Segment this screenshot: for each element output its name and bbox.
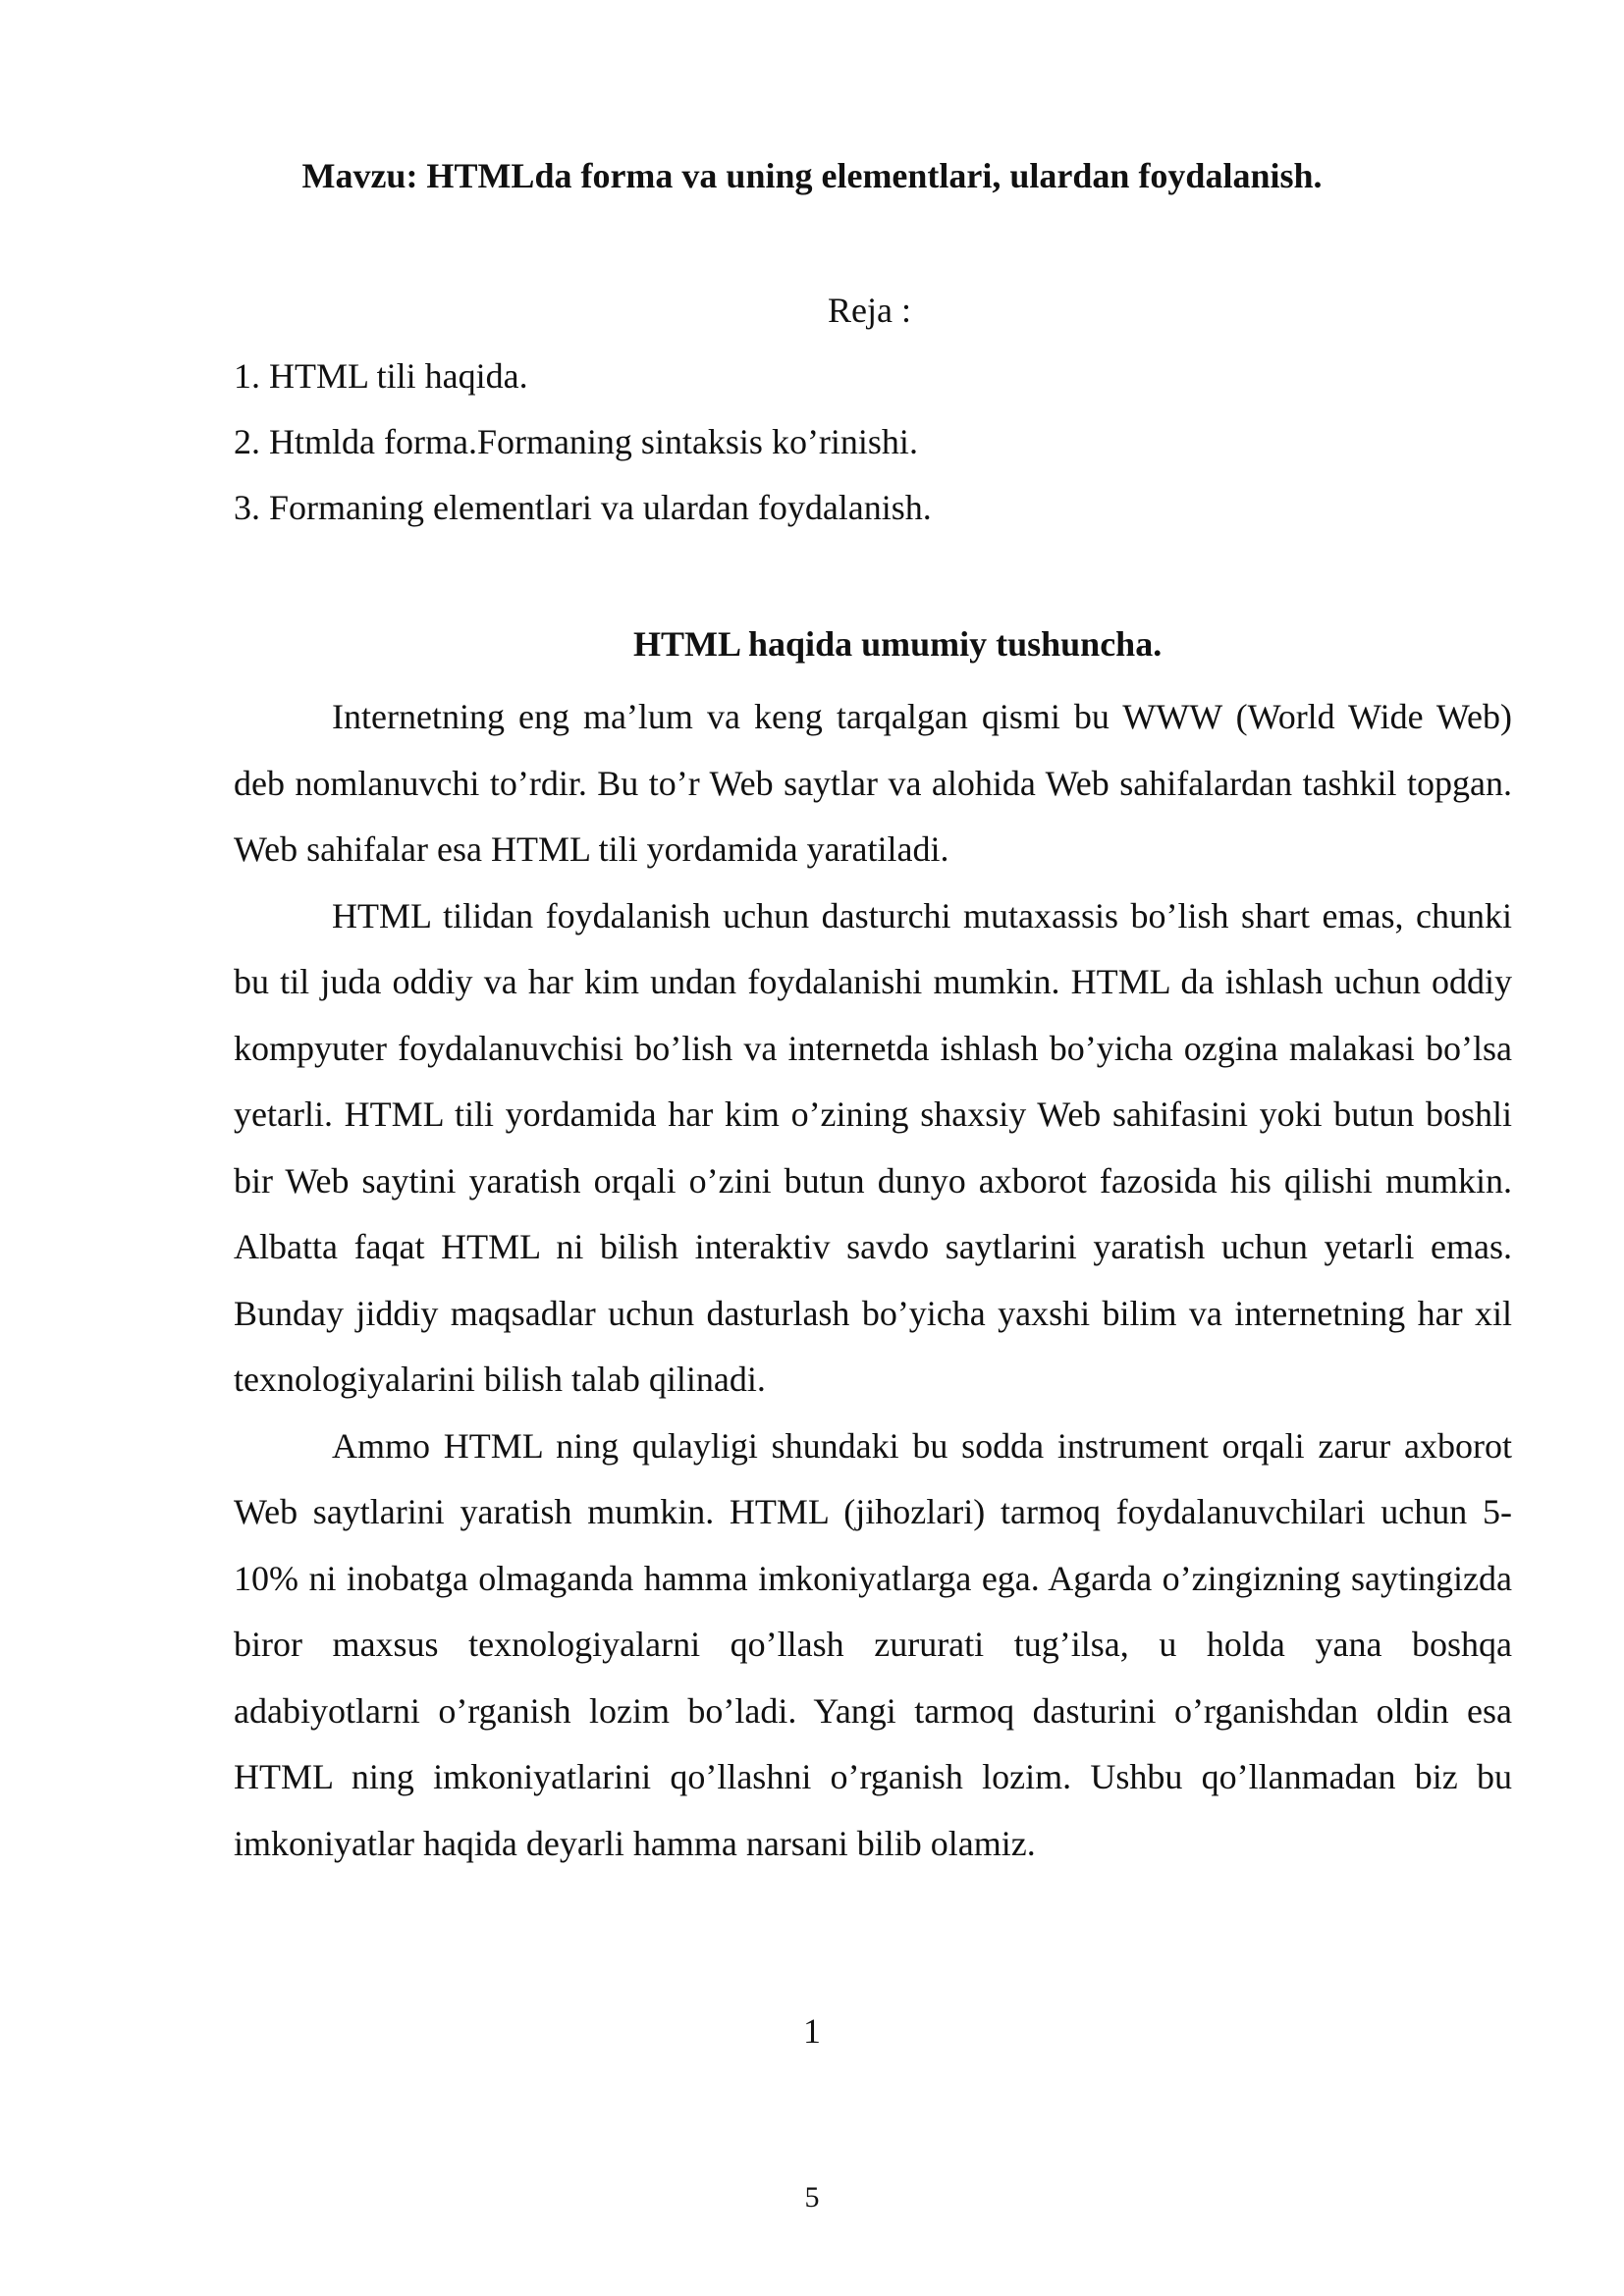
paragraph: HTML tilidan foydalanish uchun dasturchi mutaxassis bo’lish shart emas, chunki bu til juda oddiy va har kim undan foydalanishi mumkin. HTML da ishlash uchun oddiy kompyuter foydalanuvchisi bo’lish va internetda ishlash bo’yicha ozgina malakasi bo’lsa yetarli. HTML tili yordamida har kim o’zining shaxsiy Web sahifasini yoki butun boshli bir Web saytini yaratish orqali o’zini butun dunyo axborot fazosida his qilishi mumkin. Albatta faqat HTML ni bilish interaktiv savdo saytlarini yaratish uchun yetarli emas. Bunday jiddiy maqsadlar uchun dasturlash bo’yicha yaxshi bilim va internetning har xil texnologiyalarini bilish talab qilinadi. xyxy=(234,895,1512,1399)
plan-heading: Reja : xyxy=(828,291,911,330)
paragraph: Ammo HTML ning qulayligi shundaki bu sodda instrument orqali zarur axborot Web saytlarini yaratish mumkin. HTML (jihozlari) tarmoq foydalanuvchilari uchun 5-10% ni inobatga olmaganda hamma imkoniyatlarga ega. Agarda o’zingizning saytingizda biror maxsus texnologiyalarni qo’llash zururati tug’ilsa, u holda yana boshqa adabiyotlarni o’rganish lozim bo’ladi. Yangi tarmoq dasturini o’rganishdan oldin esa HTML ning imkoniyatlarini qo’llashni o’rganish lozim. Ushbu qo’llanmadan biz bu imkoniyatlar haqida deyarli hamma narsani bilib olamiz. xyxy=(234,1425,1512,1863)
document-title: Mavzu: HTMLda forma va uning elementlari, ulardan foydalanish. xyxy=(301,156,1323,195)
plan-item: 2. Htmlda forma.Formaning sintaksis ko’rinishi. xyxy=(234,422,918,461)
section-heading: HTML haqida umumiy tushuncha. xyxy=(633,624,1163,664)
body-text xyxy=(234,684,1512,1877)
paragraph: Internetning eng ma’lum va keng tarqalgan qismi bu WWW (World Wide Web) deb nomlanuvchi to’rdir. Bu to’r Web saytlar va alohida Web sahifalardan tashkil topgan. Web sahifalar esa HTML tili yordamida yaratiladi. xyxy=(234,697,1512,869)
page-number: 5 xyxy=(804,2181,820,2214)
plan-item: 1. HTML tili haqida. xyxy=(234,356,528,396)
inner-page-number: 1 xyxy=(803,2011,821,2051)
plan-list xyxy=(234,353,932,551)
plan-item: 3. Formaning elementlari va ulardan foydalanish. xyxy=(234,488,932,527)
